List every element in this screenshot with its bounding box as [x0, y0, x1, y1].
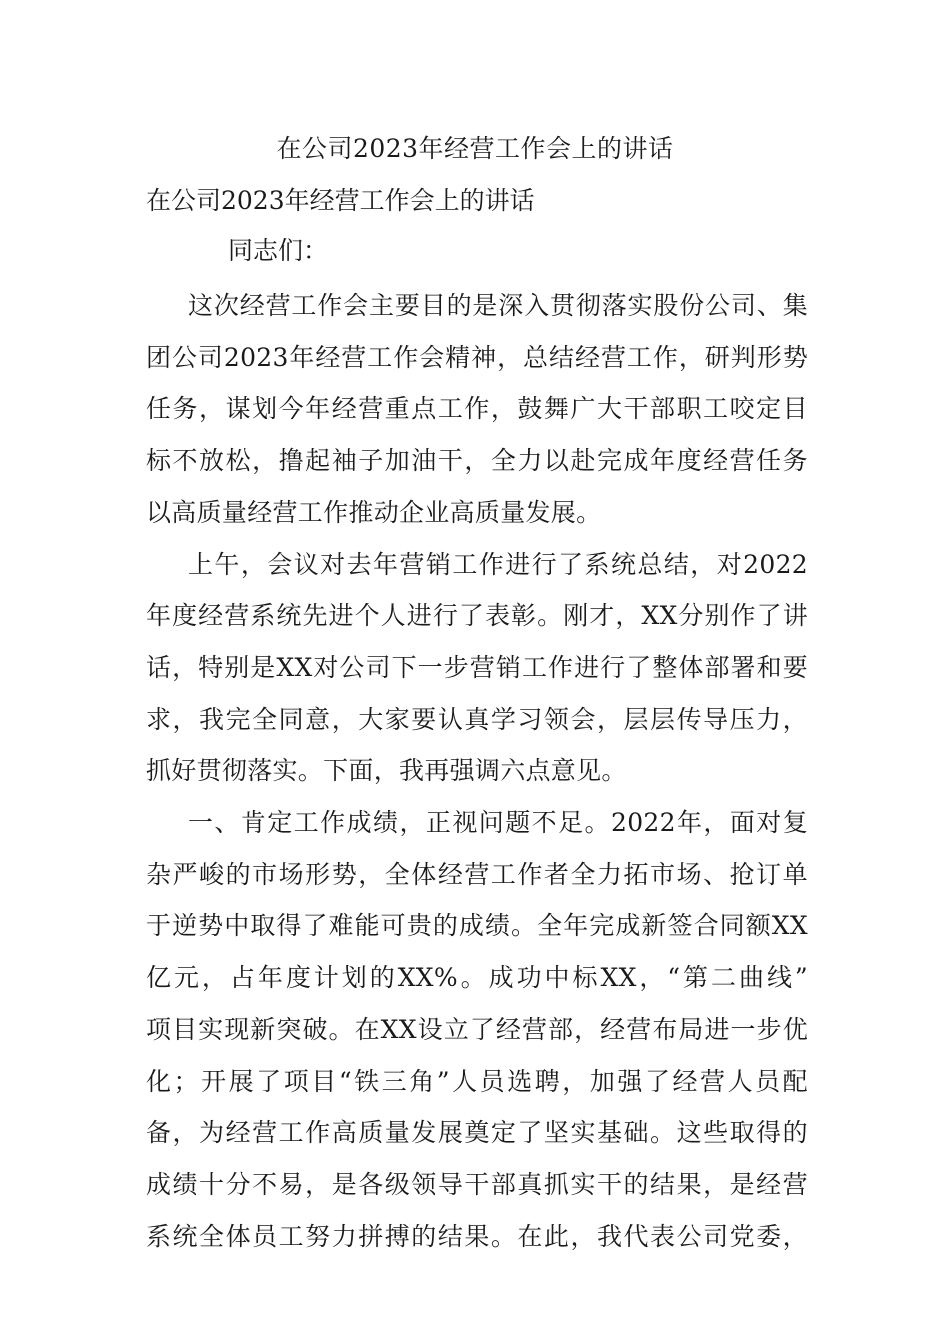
paragraph-1 [146, 280, 808, 539]
paragraph-line: 一、肯定工作成绩，正视问题不足。2022年，面对复 [188, 808, 808, 838]
paragraph-3 [146, 797, 808, 1262]
paragraph-line: 上午，会议对去年营销工作进行了系统总结，对2022 [188, 549, 808, 579]
paragraph-line: 话，特别是XX对公司下一步营销工作进行了整体部署和要 [146, 652, 808, 682]
paragraph-line: 项目实现新突破。在XX设立了经营部，经营布局进一步优 [146, 1014, 808, 1044]
paragraph-line: 标不放松，撸起袖子加油干，全力以赴完成年度经营任务 [146, 446, 808, 476]
salutation: 同志们： [228, 236, 329, 265]
paragraph-line: 以高质量经营工作推动企业高质量发展。 [146, 497, 602, 527]
document-subtitle: 在公司2023年经营工作会上的讲话 [146, 186, 535, 215]
paragraph-line: 这次经营工作会主要目的是深入贯彻落实股份公司、集 [188, 291, 808, 320]
paragraph-2 [146, 539, 808, 798]
paragraph-line: 团公司2023年经营工作会精神，总结经营工作，研判形势 [146, 342, 808, 372]
paragraph-line: 化；开展了项目“铁三角”人员选聘，加强了经营人员配 [146, 1066, 808, 1096]
paragraph-line: 成绩十分不易，是各级领导干部真抓实干的结果，是经营 [146, 1169, 808, 1199]
paragraph-line: 任务，谋划今年经营重点工作，鼓舞广大干部职工咬定目 [146, 394, 808, 424]
paragraph-line: 系统全体员工努力拼搏的结果。在此，我代表公司党委， [146, 1221, 808, 1251]
paragraph-line: 抓好贯彻落实。下面，我再强调六点意见。 [146, 756, 627, 786]
paragraph-line: 求，我完全同意，大家要认真学习领会，层层传导压力， [146, 704, 808, 734]
paragraph-line: 年度经营系统先进个人进行了表彰。刚才，XX分别作了讲 [146, 601, 808, 631]
document-title: 在公司2023年经营工作会上的讲话 [276, 134, 674, 163]
paragraph-line: 亿元，占年度计划的XX%。成功中标XX，“第二曲线” [146, 963, 808, 993]
paragraph-line: 备，为经营工作高质量发展奠定了坚实基础。这些取得的 [146, 1118, 808, 1148]
paragraph-line: 于逆势中取得了难能可贵的成绩。全年完成新签合同额XX [146, 911, 808, 941]
speech-body [146, 280, 808, 1262]
paragraph-line: 杂严峻的市场形势，全体经营工作者全力拓市场、抢订单 [146, 859, 808, 889]
